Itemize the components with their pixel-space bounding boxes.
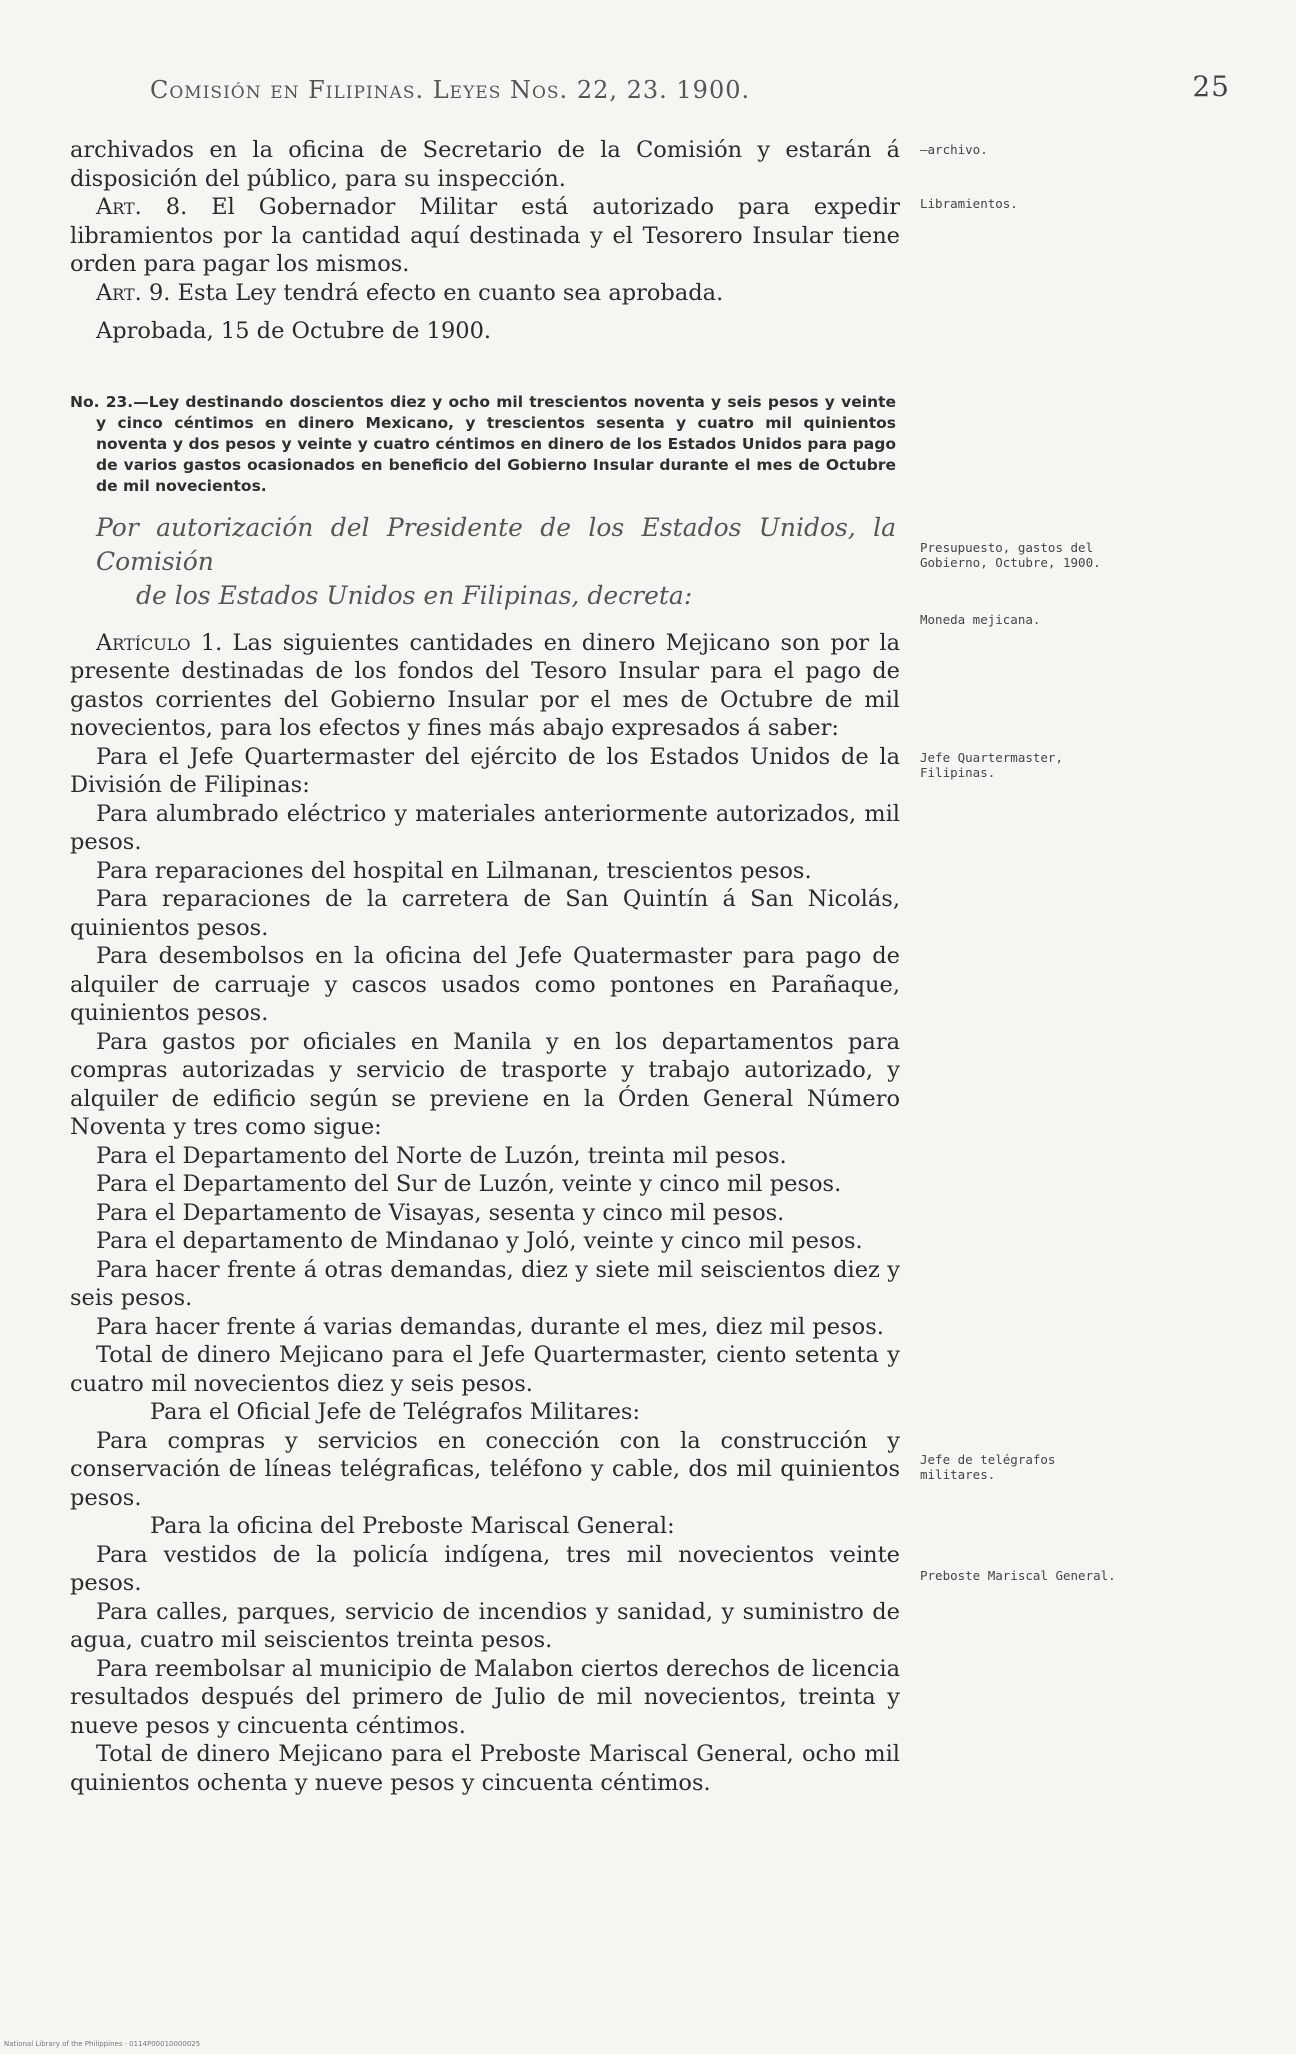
paragraph-art9: [70, 279, 900, 308]
margin-note-preboste: Preboste Mariscal General.: [920, 1568, 1116, 1583]
page-body: [70, 136, 900, 1797]
appropriation-item: Para reparaciones de la carretera de San Quintín á San Nicolás, quinientos pesos.: [70, 886, 900, 941]
law-23-heading: No. 23.—Ley destinando doscientos diez y ocho mil trescientos noventa y seis pesos y veinte y cinco céntimos en dinero Mexicano, y trescientos sesenta y cuatro mil quinientos noventa y dos pesos y veinte y cuatro céntimos en dinero de los Estados Unidos para pago de varios gastos ocasionados en beneficio del Gobierno Insular durante el mes de Octubre de mil novecientos.: [70, 392, 896, 495]
page-number: 25: [1192, 70, 1230, 103]
enacting-clause: [70, 511, 896, 613]
margin-note-presupuesto: Presupuesto, gastos del Gobierno, Octubre, 1900.: [920, 540, 1101, 570]
margin-note-libramientos: Libramientos.: [920, 196, 1018, 211]
provost-marshal-total: Total de dinero Mejicano para el Preboste Mariscal General, ocho mil quinientos ochenta y nueve pesos y cincuenta céntimos.: [70, 1741, 900, 1796]
appropriation-item: Para calles, parques, servicio de incendios y sanidad, y suministro de agua, cuatro mil seiscientos treinta pesos.: [70, 1598, 900, 1653]
appropriation-item: Para compras y servicios en conección con la construcción y conservación de líneas telégraficas, teléfono y cable, dos mil quinientos pesos.: [70, 1427, 900, 1511]
appropriation-item: Para vestidos de la policía indígena, tres mil novecientos veinte pesos.: [70, 1541, 900, 1596]
approval-date: Aprobada, 15 de Octubre de 1900.: [96, 318, 492, 344]
running-header: [150, 70, 1230, 110]
article-text: Las siguientes cantidades en dinero Mejicano son por la presente destinadas de los fondos del Tesoro Insular para el pago de gastos corrientes del Gobierno Insular por el mes de Octubre de mil novecientos, para los efectos y fines más abajo expresados á saber:: [70, 629, 900, 741]
appropriation-item: Para el Departamento del Sur de Luzón, veinte y cinco mil pesos.: [96, 1171, 842, 1197]
article-label: Art. 9.: [96, 279, 171, 306]
enacting-clause-line-2: de los Estados Unidos en Filipinas, decreta:: [136, 580, 693, 610]
paragraph-art8: [70, 193, 900, 279]
appropriation-item: Para el Departamento de Visayas, sesenta y cinco mil pesos.: [96, 1199, 785, 1226]
appropriation-item: Para hacer frente á otras demandas, diez y siete mil seiscientos diez y seis pesos.: [70, 1256, 900, 1311]
enacting-clause-line-1: Por autorización del Presidente de los Estados Unidos, la Comisión: [96, 512, 896, 576]
margin-note-telegrafos: Jefe de telégrafos militares.: [920, 1452, 1056, 1482]
appropriation-item: Para alumbrado eléctrico y materiales anteriormente autorizados, mil pesos.: [70, 800, 900, 855]
appropriation-item: Para hacer frente á varias demandas, durante el mes, diez mil pesos.: [96, 1313, 884, 1340]
running-title: Comisión en Filipinas. Leyes Nos. 22, 23. 1900.: [150, 76, 751, 104]
telegraph-intro: Para el Oficial Jefe de Telégrafos Militares:: [150, 1399, 641, 1425]
appropriation-item: Para el Departamento del Norte de Luzón, treinta mil pesos.: [96, 1142, 787, 1169]
article-label: Art. 8.: [96, 194, 188, 220]
quartermaster-total: Total de dinero Mejicano para el Jefe Quartermaster, ciento setenta y cuatro mil novecientos diez y seis pesos.: [70, 1342, 900, 1397]
margin-note-moneda: Moneda mejicana.: [920, 612, 1041, 627]
appropriation-item: Para el departamento de Mindanao y Joló, veinte y cinco mil pesos.: [96, 1228, 863, 1254]
margin-note-archivo: —archivo.: [920, 142, 988, 157]
article-text: El Gobernador Militar está autorizado para expedir libramientos por la cantidad aquí destinada y el Tesorero Insular tiene orden para pagar los mismos.: [70, 194, 900, 277]
appropriation-item: Para reembolsar al municipio de Malabon ciertos derechos de licencia resultados después del primero de Julio de mil novecientos, treinta y nueve pesos y cincuenta céntimos.: [70, 1655, 900, 1739]
scan-credit: National Library of the Philippines · 0114P00010000025: [4, 2040, 201, 2048]
margin-note-jefe-quartermaster: Jefe Quartermaster, Filipinas.: [920, 750, 1063, 780]
provost-marshal-intro: Para la oficina del Preboste Mariscal General:: [150, 1513, 675, 1539]
paragraph-art7-continuation: archivados en la oficina de Secretario de la Comisión y estarán á disposición del público, para su inspección.: [70, 137, 900, 192]
appropriation-item: Para gastos por oficiales en Manila y en los departamentos para compras autorizadas y servicio de trasporte y trabajo autorizado, y alquiler de edificio según se previene en la Órden General Número Noventa y tres como sigue:: [70, 1028, 900, 1140]
paragraph-art1: [70, 629, 900, 743]
appropriation-item: Para desembolsos en la oficina del Jefe Quatermaster para pago de alquiler de carruaje y cascos usados como pontones en Parañaque, quinientos pesos.: [70, 943, 900, 1026]
appropriation-item: Para reparaciones del hospital en Lilmanan, trescientos pesos.: [96, 857, 812, 884]
article-label: Artículo 1.: [96, 629, 223, 656]
quartermaster-intro: Para el Jefe Quartermaster del ejército de los Estados Unidos de la División de Filipinas:: [70, 743, 900, 798]
article-text: Esta Ley tendrá efecto en cuanto sea aprobada.: [170, 279, 724, 306]
